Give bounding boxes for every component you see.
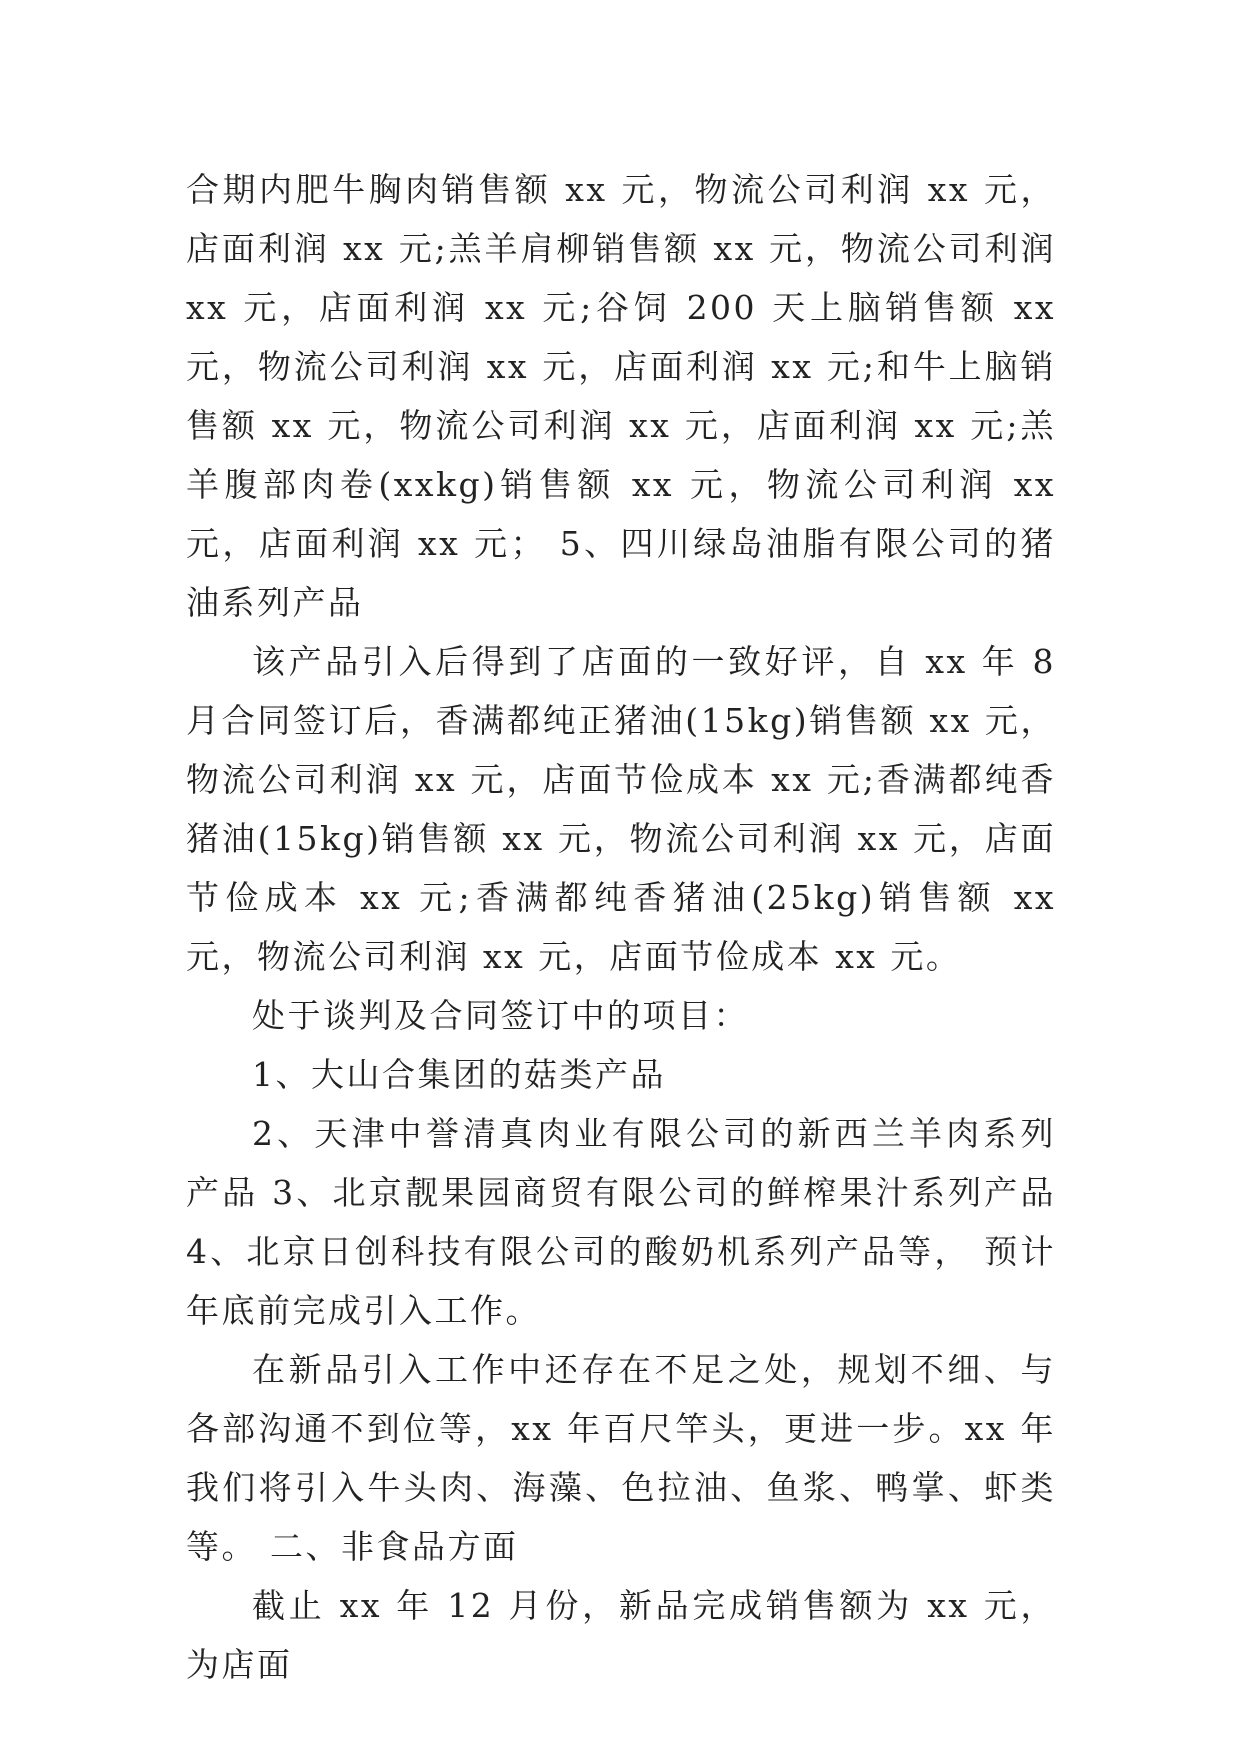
paragraph-2: 该产品引入后得到了店面的一致好评，自 xx 年 8 月合同签订后，香满都纯正猪油(15kg)销售额 xx 元，物流公司利润 xx 元，店面节俭成本 xx 元;香满都纯香猪油(15kg)销售额 xx 元，物流公司利润 xx 元，店面节俭成本 xx 元;香满都纯香猪油(25kg)销售额 xx 元，物流公司利润 xx 元，店面节俭成本 xx 元。 — [186, 642, 1056, 976]
paragraph-3: 处于谈判及合同签订中的项目： — [252, 996, 749, 1035]
paragraph-1: 合期内肥牛胸肉销售额 xx 元，物流公司利润 xx 元，店面利润 xx 元;羔羊肩柳销售额 xx 元，物流公司利润 xx 元，店面利润 xx 元;谷饲 200 天上脑销售额 xx 元，物流公司利润 xx 元，店面利润 xx 元;和牛上脑销售额 xx 元，物流公司利润 xx 元，店面利润 xx 元;羔羊腹部肉卷(xxkg)销售额 xx 元，物流公司利润 xx 元，店面利润 xx 元； 5、四川绿岛油脂有限公司的猪油系列产品 — [186, 170, 1056, 622]
document-body — [186, 160, 1056, 1694]
paragraph-6: 在新品引入工作中还存在不足之处，规划不细、与各部沟通不到位等，xx 年百尺竿头，更进一步。xx 年我们将引入牛头肉、海藻、色拉油、鱼浆、鸭掌、虾类等。 二、非食品方面 — [186, 1350, 1056, 1566]
paragraph-5: 2、天津中誉清真肉业有限公司的新西兰羊肉系列产品 3、北京靓果园商贸有限公司的鲜榨果汁系列产品 4、北京日创科技有限公司的酸奶机系列产品等， 预计年底前完成引入工作。 — [186, 1114, 1056, 1330]
paragraph-4: 1、大山合集团的菇类产品 — [252, 1055, 666, 1094]
paragraph-7: 截止 xx 年 12 月份，新品完成销售额为 xx 元，为店面 — [186, 1586, 1056, 1684]
